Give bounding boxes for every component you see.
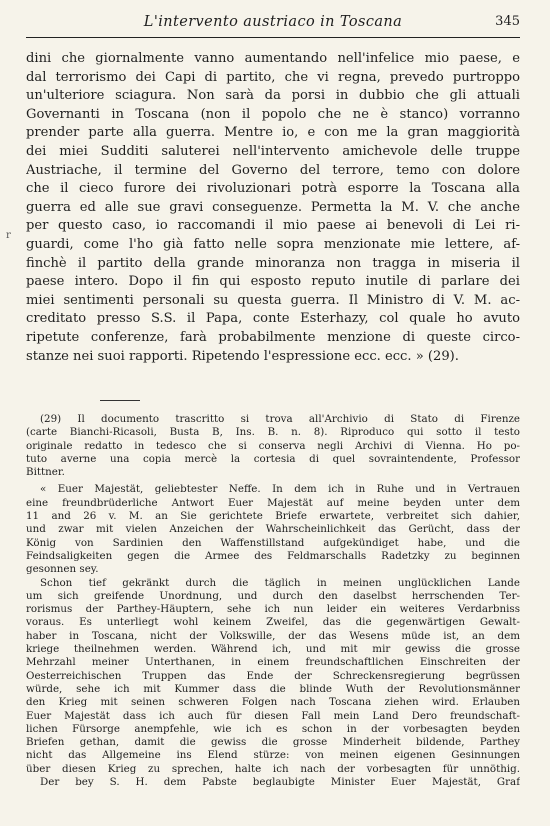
german-line: Schon tief gekränkt durch die täglich in meinen unglücklichen Lande <box>40 576 520 589</box>
text-line: miei sentimenti personali su questa guerra. Il Ministro di V. M. ac- <box>26 292 520 308</box>
footnote-line: originale redatto in tedesco che si conserva negli Archivi di Vienna. Ho po- <box>26 439 520 452</box>
german-line: König von Sardinien den Waffenstillstand aufgekündiget habe, und die <box>26 536 520 549</box>
text-line: ripetute conferenze, farà probabilmente menzione di queste circo- <box>26 329 520 345</box>
german-line: eine freundbrüderliche Antwort Euer Majestät auf meine beyden unter dem <box>26 496 520 509</box>
german-line: 11 and 26 v. M. an Sie gerichtete Briefe erwartete, verbreitet sich dahier, <box>26 510 520 523</box>
german-line: und zwar mit vielen Anzeichen der Wahrscheinlichkeit das Gerücht, dass der <box>26 523 520 536</box>
text-line: guardi, come l'ho già fatto nelle sopra menzionate mie lettere, af- <box>26 236 520 252</box>
german-line: Der bey S. H. dem Pabste beglaubigte Minister Euer Majestät, Graf <box>40 776 520 789</box>
german-line: rorismus der Parthey-Häuptern, sehe ich nun leider ein weiteres Verdarbniss <box>26 603 520 616</box>
text-line: Austriache, il termine del Governo del terrore, temo con dolore <box>26 162 520 178</box>
header-rule <box>26 37 520 38</box>
german-line: um sich greifende Unordnung, und durch den daselbst herrschenden Ter- <box>26 589 520 602</box>
main-body-text <box>26 50 520 366</box>
footnote-line: (carte Bianchi-Ricasoli, Busta B, Ins. B. n. 8). Riproduco qui sotto il testo <box>26 426 520 439</box>
footnote-line: tuto averne una copia mercè la cortesia di quel sovraintendente, Professor <box>26 452 520 465</box>
german-line: Feindsaligkeiten gegen die Armee des Feldmarschalls Radetzky zu beginnen <box>26 549 520 562</box>
margin-mark: r <box>6 230 11 241</box>
text-line: dei miei Sudditi saluterei nell'intervento amichevole delle truppe <box>26 143 520 159</box>
page-number: 345 <box>495 14 520 29</box>
text-line: dal terrorismo dei Capi di partito, che vi regna, prevedo purtroppo <box>26 69 520 85</box>
text-line: dini che giornalmente vanno aumentando nell'infelice mio paese, e <box>26 51 520 66</box>
german-line: voraus. Es unterliegt wohl keinem Zweifel, das die gegenwärtigen Gewalt- <box>26 616 520 629</box>
text-line: per questo caso, io raccomandi il mio paese ai benevoli di Lei ri- <box>26 218 520 234</box>
text-line: stanze nei suoi rapporti. Ripetendo l'espressione ecc. ecc. » (29). <box>26 348 459 364</box>
german-line: würde, sehe ich mit Kummer dass die blinde Wuth der Revolutionsmänner <box>26 682 520 695</box>
footnote-line: (29) Il documento trascritto si trova all'Archivio di Stato di Firenze <box>40 413 520 425</box>
german-line: Mehrzahl meiner Unterthanen, in einem freundschaftlichen Einschreiten der <box>26 656 520 669</box>
footnote-section <box>26 413 520 789</box>
text-line: Governanti in Toscana (non il popolo che ne è stanco) vorranno <box>26 106 520 122</box>
german-line: über diesen Krieg zu sprechen, halte ich nach der vorbesagten für unnöthig. <box>26 762 520 775</box>
german-line: den Krieg mit seinen schweren Folgen nach Toscana ziehen wird. Erlauben <box>26 696 520 709</box>
text-line: prender parte alla guerra. Mentre io, e con me la gran maggiorità <box>26 125 520 141</box>
text-line: creditato presso S.S. il Papa, conte Esterhazy, col quale ho avuto <box>26 311 520 327</box>
german-line: nicht das Allgemeine ins Elend stürze: von meinen eigenen Gesinnungen <box>26 749 520 762</box>
german-line: haber in Toscana, nicht der Volkswille, der das Wesens müde ist, an dem <box>26 629 520 642</box>
german-line: lichen Fürsorge anempfehle, wie ich es schon in der vorbesagten beyden <box>26 722 520 735</box>
text-line: finchè il partito della grande minoranza non tragga in miseria il <box>26 255 520 271</box>
running-title: L'intervento austriaco in Toscana <box>143 14 403 30</box>
german-line: Euer Majestät dass ich auch für diesen Fall mein Land Dero freundschaft- <box>26 709 520 722</box>
text-line: guerra ed alle sue gravi conseguenze. Permetta la M. V. che anche <box>26 199 520 215</box>
german-line: « Euer Majestät, geliebtester Neffe. In dem ich in Ruhe und in Vertrauen <box>40 483 520 496</box>
running-header <box>26 12 520 34</box>
german-line: kriege theilnehmen werden. Während ich, und mit mir gewiss die grosse <box>26 643 520 656</box>
german-line: gesonnen sey. <box>26 563 99 576</box>
footnote-line: Bittner. <box>26 466 65 479</box>
german-line: Oesterreichischen Truppen das Ende der Schreckensregierung begrüssen <box>26 669 520 682</box>
text-line: paese intero. Dopo il fin qui esposto reputo inutile di parlare dei <box>26 274 520 290</box>
footnote-rule <box>100 400 140 401</box>
text-line: che il cieco furore dei rivoluzionari potrà esporre la Toscana alla <box>26 181 520 197</box>
german-line: Briefen gethan, damit die gewiss die grosse Minderheit bildende, Parthey <box>26 736 520 749</box>
text-line: un'ulteriore sciagura. Non sarà da porsi in dubbio che gli attuali <box>26 88 520 104</box>
